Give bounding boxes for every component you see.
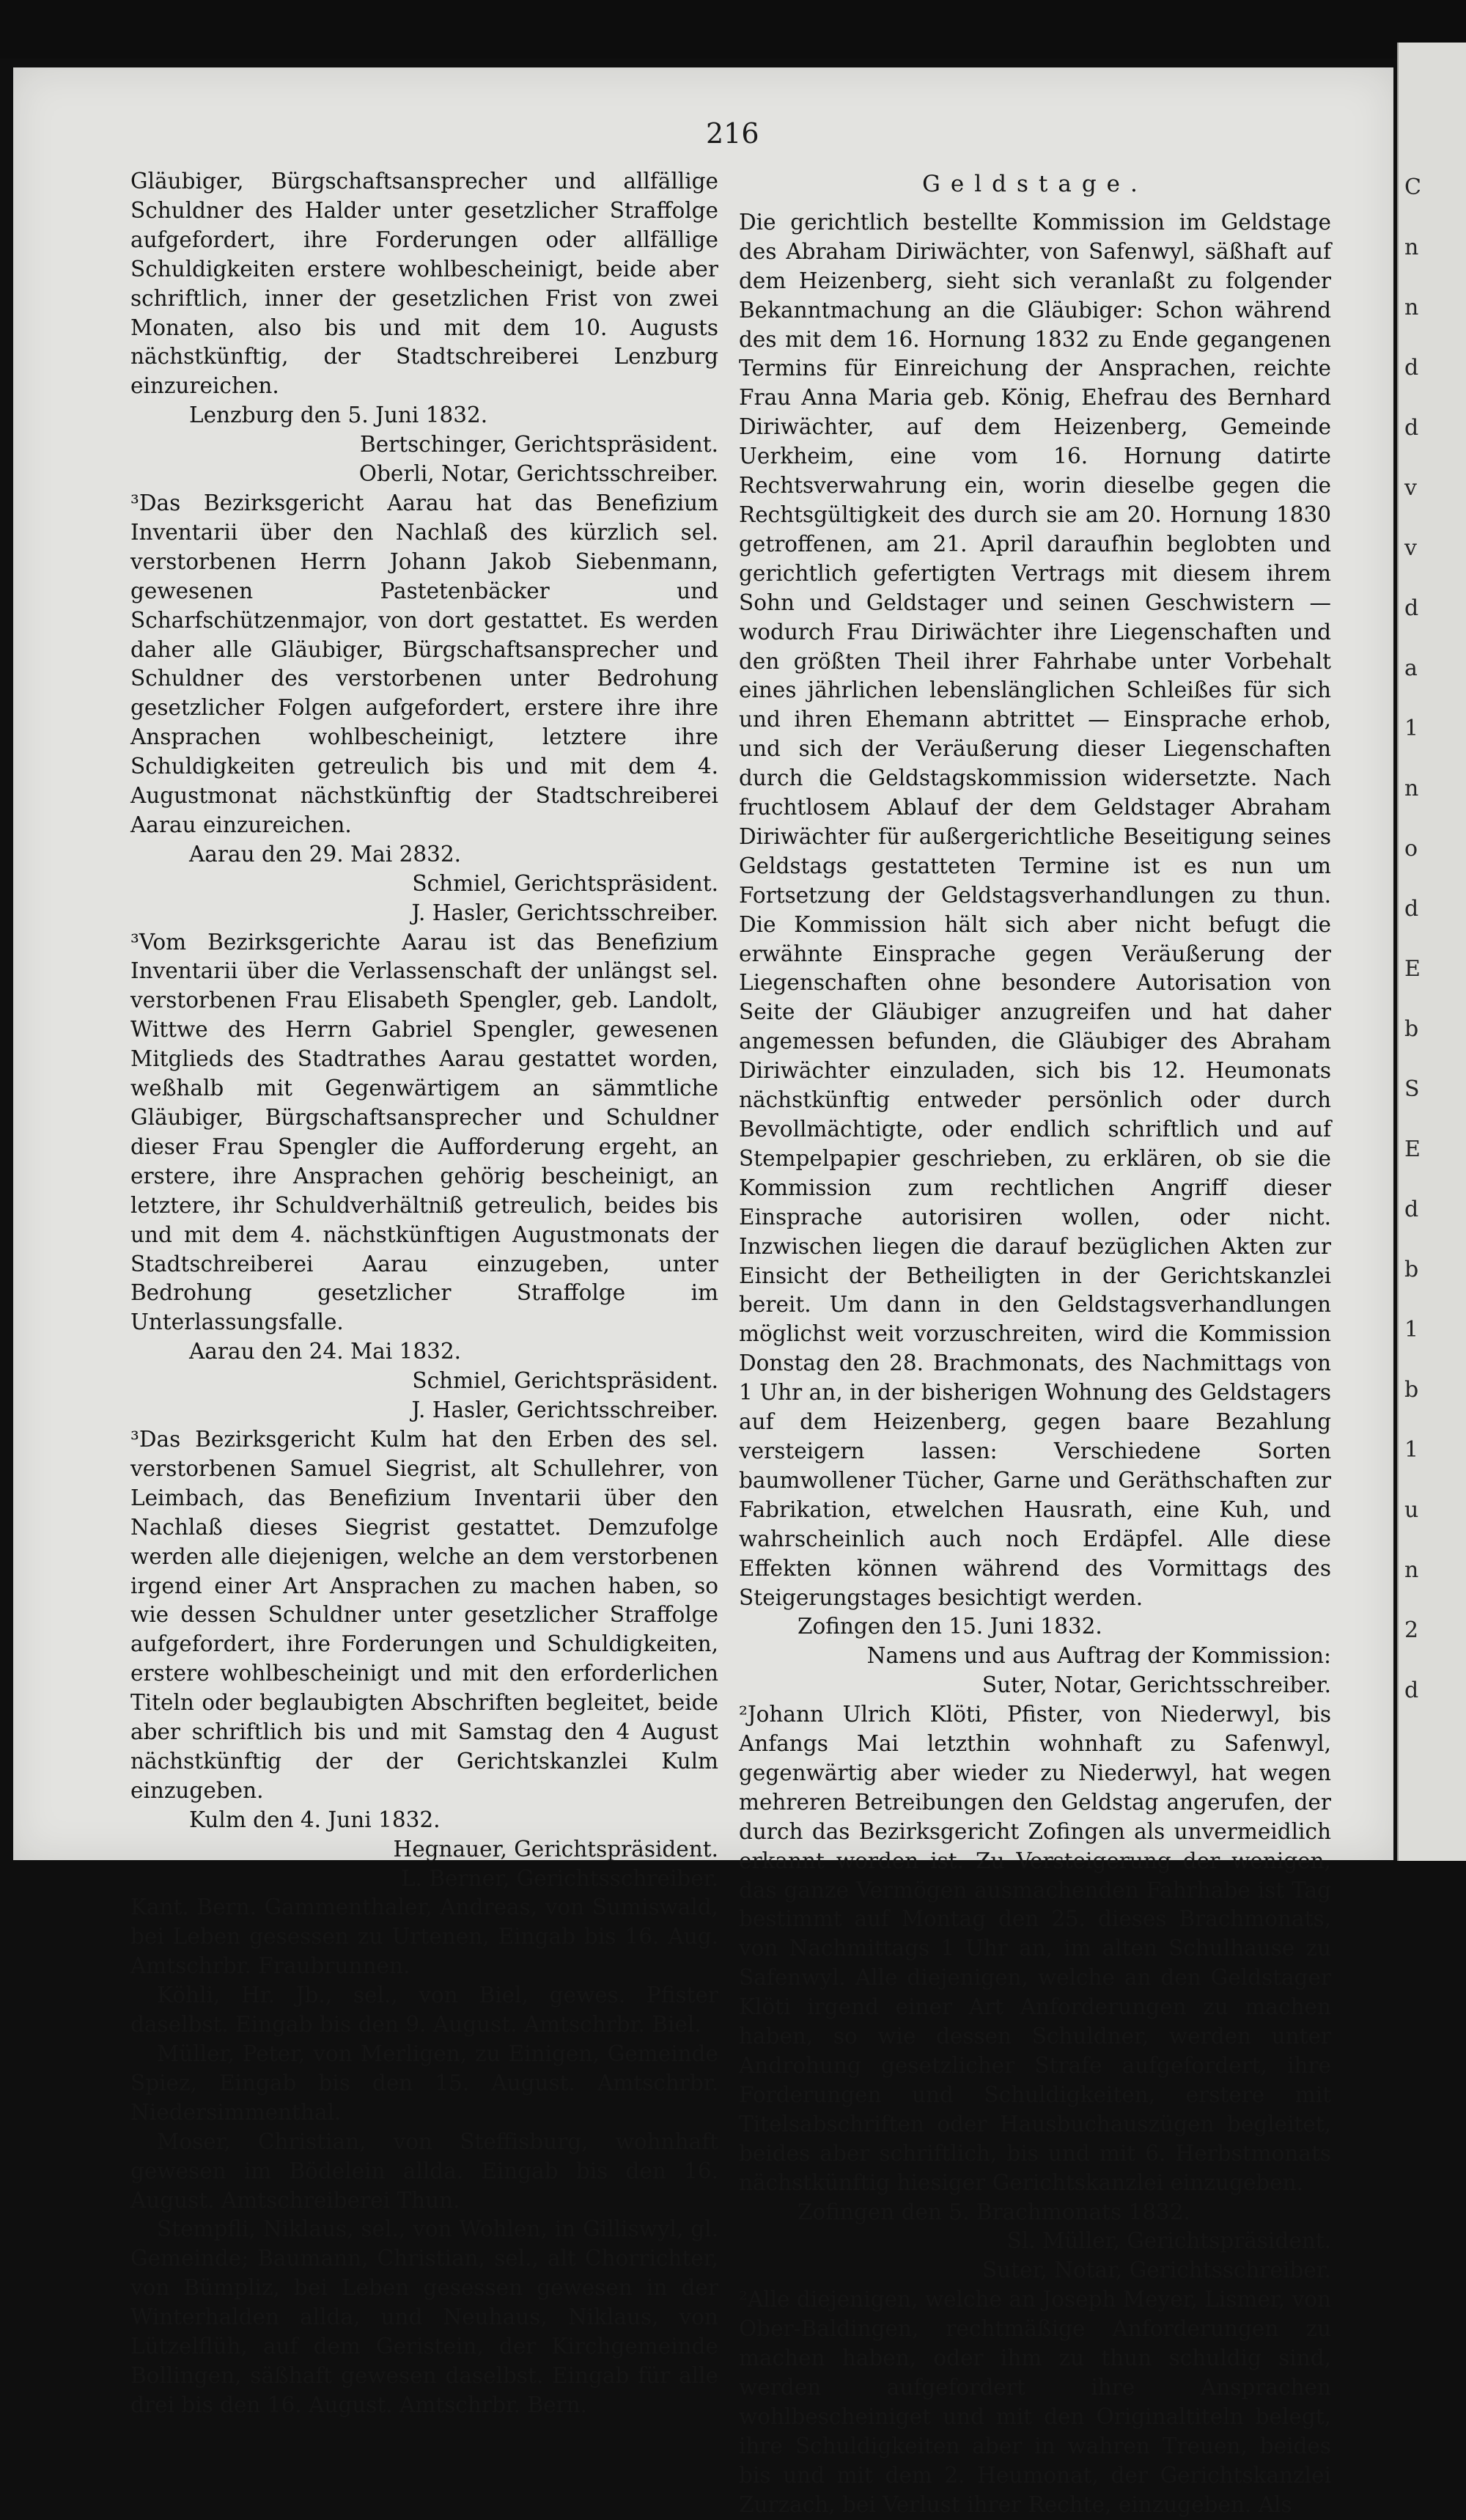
adjacent-page-letter: n	[1404, 295, 1419, 320]
adjacent-page-letter: a	[1404, 655, 1418, 681]
adjacent-page-letter: C	[1404, 175, 1421, 200]
adjacent-page-letter: d	[1404, 595, 1419, 621]
adjacent-page-letter: d	[1404, 896, 1419, 922]
adjacent-page-letter: u	[1404, 1497, 1419, 1523]
left-signature-line: Oberli, Notar, Gerichtsschreiber.	[358, 461, 718, 487]
adjacent-page-letter: n	[1404, 235, 1419, 260]
left-signature-line: J. Hasler, Gerichtsschreiber.	[411, 1397, 718, 1423]
left-notice-paragraph: Gläubiger, Bürgschaftsansprecher und allfällige Schuldner des Halder unter gesetzlicher Straffolge aufgefordert, ihre Forderungen oder allfällige Schuldigkeiten erstere wohlbescheinigt, beide aber schriftlich, inner der gesetzlichen Frist von zwei Monaten, also bis und mit dem 10. Augusts nächstkünftig, der Stadtschreiberei Lenzburg einzureichen.	[130, 169, 718, 399]
adjacent-page-letter: v	[1404, 535, 1417, 561]
adjacent-page-letter: d	[1404, 415, 1419, 441]
adjacent-page-letter: E	[1404, 1136, 1421, 1162]
right-signature-line: Suter, Notar, Gerichtsschreiber.	[981, 2258, 1331, 2283]
adjacent-page-letter: b	[1404, 1377, 1419, 1403]
left-notice-entry: Stempfli, Niklaus, sel., von Wohlen, in Gilliswyl, gl. Gemeinde; Baumann, Christian, sel., alt Chorrichter, von Bümpliz, bei Leben gesessen gewesen in der Winterhalden allda, und Neuhaus, Niklaus, von Lützelflüh, auf dem Geristein, der Kirchgemeinde Bollingen, säßhaft gewesen daselbst. Eingab für alle drei bis den 16. August. Amtschrbr. Bern.	[130, 2216, 718, 2417]
right-signature-line: Suter, Notar, Gerichtsschreiber.	[981, 1672, 1331, 1698]
right-date-line: Zofingen den 5. Brachmonats 1832.	[798, 2199, 1190, 2225]
left-notice-paragraph: Kant. Bern. Gammenthaler, Andreas, von Sumiswald, bei Leben gesessen zu Urtenen, Eingab bis 16. Aug. Amtschrbr. Fraubrunnen.	[130, 1895, 718, 1979]
left-notice-paragraph: ³Vom Bezirksgerichte Aarau ist das Benefizium Inventarii über die Verlassenschaft der unlängst sel. verstorbenen Frau Elisabeth Spengler, geb. Landolt, Wittwe des Herrn Gabriel Spengler, gewesenen Mitglieds des Stadtrathes Aarau gestattet worden, weßhalb mit Gegenwärtigem an sämmtliche Gläubiger, Bürgschaftsansprecher und Schuldner dieser Frau Spengler die Aufforderung ergeht, an erstere, ihre Ansprachen gehörig bescheinigt, an letztere, ihr Schuldverhältniß getreulich, beides bis und mit dem 4. nächstkünftigen Augustmonats der Stadtschreiberei Aarau einzugeben, unter Bedrohung gesetzlicher Straffolge im Unterlassungsfalle.	[130, 929, 718, 1335]
left-notice-entry: Müller, Peter, von Merligen, zu Einigen, Gemeinde Spiez, Eingab bis den 15. August. Amtschrbr. Niedersimmenthal.	[130, 2041, 718, 2125]
adjacent-page-letter: b	[1404, 1016, 1419, 1042]
adjacent-page-letter: E	[1404, 956, 1421, 982]
right-signature-line: Namens und aus Auftrag der Kommission:	[866, 1643, 1331, 1669]
right-notice-paragraph: Die gerichtlich bestellte Kommission im Geldstage des Abraham Diriwächter, von Safenwyl, säßhaft auf dem Heizenberg, sieht sich veranlaßt zu folgender Bekanntmachung an die Gläubiger: Schon während des mit dem 16. Hornung 1832 zu Ende gegangenen Termins für Einreichung der Ansprachen, reichte Frau Anna Maria geb. König, Ehefrau des Bernhard Diriwächter, auf dem Heizenberg, Gemeinde Uerkheim, eine vom 16. Hornung datirte Rechtsverwahrung ein, worin dieselbe gegen die Rechtsgültigkeit des durch sie am 20. Hornung 1830 getroffenen, am 21. April daraufhin beglobten und gerichtlich gefertigten Vertrags mit diesem ihrem Sohn und Geldstager und seinen Geschwistern — wodurch Frau Diriwächter ihre Liegenschaften und den größten Theil ihrer Fahrhabe unter Vorbehalt eines jährlichen lebenslänglichen Schleißes für sich und ihren Ehemann abtrittet — Einsprache erhob, und sich der Veräußerung dieser Liegenschaften durch die Geldstagskommission widersetzte. Nach fruchtlosem Ablauf der dem Geldstager Abraham Diriwächter für außergerichtliche Beseitigung seines Geldstags gestatteten Termine ist es nun um Fortsetzung der Geldstagsverhandlungen zu thun. Die Kommission hält sich aber nicht befugt die erwähnte Einsprache gegen Veräußerung der Liegenschaften ohne besondere Autorisation von Seite der Gläubiger anzugreifen und hat daher angemessen befunden, die Gläubiger des Abraham Diriwächter einzuladen, sich bis 12. Heumonats nächstkünftig entweder persönlich oder durch Bevollmächtigte, oder endlich schriftlich und auf Stempelpapier geschrieben, zu erklären, ob sie die Kommission zum rechtlichen Angriff dieser Einsprache autorisiren wollen, oder nicht. Inzwischen liegen die darauf bezüglichen Akten zur Einsicht der Betheiligten in der Gerichtskanzlei bereit. Um dann in den Geldstagsverhandlungen möglichst weit vorzuschreiten, wird die Kommission Donstag den 28. Brachmonats, des Nachmittags von 1 Uhr an, in der bisherigen Wohnung des Geldstagers auf dem Heizenberg, gegen baare Bezahlung versteigern lassen: Verschiedene Sorten baumwollener Tücher, Garne und Geräthschaften zur Fabrikation, etwelchen Hausrath, eine Kuh, und wahrscheinlich auch noch Erdäpfel. Alle diese Effekten können während des Vormittags des Steigerungstages besichtigt werden.	[739, 209, 1331, 1610]
scanner-backdrop	[0, 0, 1466, 59]
right-notice-paragraph: ²Johann Ulrich Klöti, Pfister, von Niederwyl, bis Anfangs Mai letzthin wohnhaft zu Safenwyl, gegenwärtig aber wieder zu Niederwyl, hat wegen mehreren Betreibungen den Geldstag angerufen, der durch das Bezirksgericht Zofingen als unvermeidlich erkannt worden ist. Zu Versteigerung der wenigen, das ganze Vermögen ausmachenden Fahrhabe ist Tag bestimmt auf Montag den 25. dieses Brachmonats, von Nachmittags 1 Uhr an, im alten Schulhause zu Safenwyl. Alle diejenigen, welche an den Geldstager Klöti irgend einer Art Anforderungen zu machen haben, so wie dessen Schuldner, werden unter Androhung gesetzlicher Strafe aufgefordert, ihre Forderungen und Schuldigkeiten, erstere mit Titelsabschriften oder Hausbuchauszügen begleitet, beides aber schriftlich, bis und mit 6. Herbstmonats nächstkünftig hiesiger Gerichtskanzlei einzugeben.	[739, 1702, 1331, 2195]
left-signature-line: Bertschinger, Gerichtspräsident.	[360, 432, 718, 458]
adjacent-page-letter: d	[1404, 1678, 1419, 1703]
page-number: 216	[706, 117, 759, 150]
left-notice-paragraph: ³Das Bezirksgericht Aarau hat das Benefizium Inventarii über den Nachlaß des kürzlich sel. verstorbenen Herrn Johann Jakob Siebenmann, gewesenen Pastetenbäcker und Scharfschützenmajor, von dort gestattet. Es werden daher alle Gläubiger, Bürgschaftsansprecher und Schuldner des verstorbenen unter Bedrohung gesetzlicher Folgen aufgefordert, erstere ihre ihre Ansprachen wohlbescheinigt, letztere ihre Schuldigkeiten getreulich bis und mit dem 4. Augustmonat nächstkünftig der Stadtschreiberei Aarau einzureichen.	[130, 490, 718, 837]
adjacent-page-letter: o	[1404, 836, 1418, 862]
adjacent-page-letter: d	[1404, 1197, 1419, 1222]
left-signature-line: Hegnauer, Gerichtspräsident.	[393, 1836, 718, 1862]
adjacent-page-letter: 2	[1404, 1617, 1419, 1643]
right-notice-paragraph: ²Alle diejenigen, welche an Joseph Meyer, Lismer, von Ober-Baldingen, rechtmäßige Anforderungen zu machen haben, oder ihm zu thun schuldig sind, werden aufgefordert ihre Ansprachen wohlbescheiniget und mit den Originaltiteln belegt, ihre Schuldigkeiten aber in wahren Treuen, beides bis und mit dem 2. Heumonat, der Gerichtskanzlei Zurzach, bei Verlust ihrer Rechte, einzugeben. Als	[739, 2287, 1331, 2517]
adjacent-page-letter: n	[1404, 776, 1419, 801]
right-date-line: Zofingen den 15. Juni 1832.	[798, 1614, 1102, 1639]
right-column	[739, 170, 1331, 2520]
adjacent-page-letter: 1	[1404, 1317, 1419, 1342]
adjacent-page-letter: b	[1404, 1257, 1419, 1282]
left-date-line: Aarau den 29. Mai 2832.	[189, 841, 462, 867]
left-notice-entry: Köhli, Hr. Jb., sel., von Biel, gewes. Pfister daselbst. Eingab bis den 9. August. Amtschrbr. Biel.	[130, 1983, 718, 2038]
left-column	[130, 167, 718, 2420]
adjacent-page-letter: n	[1404, 1557, 1419, 1583]
adjacent-page-edge	[1397, 43, 1466, 1861]
adjacent-page-letter: 1	[1404, 716, 1419, 741]
left-signature-line: L. Berner, Gerichtsschreiber.	[401, 1865, 718, 1891]
adjacent-page-letter: v	[1404, 475, 1417, 501]
adjacent-page-letter: S	[1404, 1076, 1420, 1102]
right-signature-line: Sl. Müller, Gerichtspräsident.	[1006, 2228, 1331, 2254]
adjacent-page-letter: d	[1404, 355, 1419, 381]
left-date-line: Kulm den 4. Juni 1832.	[189, 1807, 441, 1832]
left-signature-line: Schmiel, Gerichtspräsident.	[412, 870, 718, 896]
left-signature-line: Schmiel, Gerichtspräsident.	[412, 1368, 718, 1394]
left-notice-entry: Moser, Christian, von Steffisburg, wohnhaft gewesen im Bödelein allda. Eingab bis den 16. August. Amtschreiberei Thun.	[130, 2128, 718, 2213]
left-signature-line: J. Hasler, Gerichtsschreiber.	[411, 900, 718, 925]
left-date-line: Lenzburg den 5. Juni 1832.	[189, 403, 488, 428]
adjacent-page-letter: 1	[1404, 1437, 1419, 1463]
left-date-line: Aarau den 24. Mai 1832.	[189, 1339, 462, 1364]
left-notice-paragraph: ³Das Bezirksgericht Kulm hat den Erben des sel. verstorbenen Samuel Siegrist, alt Schullehrer, von Leimbach, das Benefizium Inventarii über den Nachlaß dieses Siegrist gestattet. Demzufolge werden alle diejenigen, welche an dem verstorbenen irgend einer Art Ansprachen zu machen haben, so wie dessen Schuldner unter gesetzlicher Straffolge aufgefordert, ihre Forderungen und Schuldigkeiten, erstere wohlbescheinigt und mit den erforderlichen Titeln oder beglaubigten Abschriften begleitet, beide aber schriftlich bis und mit Samstag den 4 August nächstkünftig der der Gerichtskanzlei Kulm einzugeben.	[130, 1426, 718, 1803]
right-section-title: Geldstage.	[922, 171, 1148, 197]
